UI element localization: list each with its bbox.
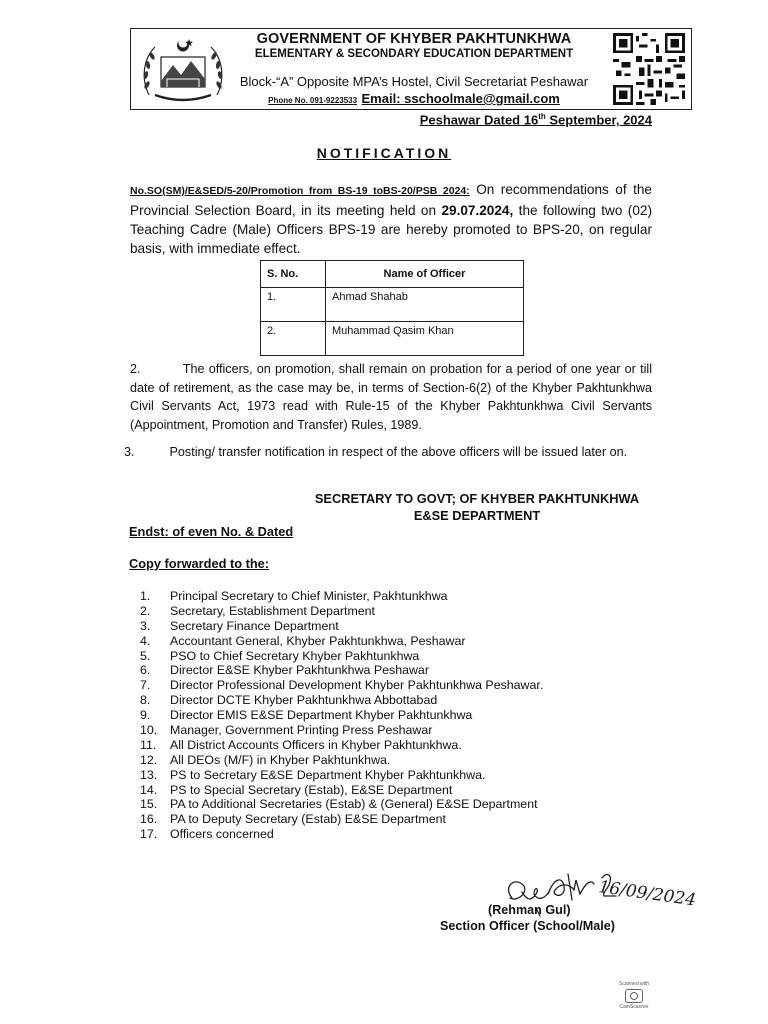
list-item: 8. Director DCTE Khyber Pakhtunkhwa Abbottabad: [140, 693, 438, 708]
endorsement-heading: Endst: of even No. & Dated: [129, 524, 294, 539]
reference-number: No.SO(SM)/E&SED/5-20/Promotion from BS-19 toBS-20/PSB 2024:: [130, 185, 470, 197]
list-item: 7. Director Professional Development Khyber Pakhtunkhwa Peshawar.: [140, 678, 544, 693]
list-item: 10. Manager, Government Printing Press Peshawar: [140, 723, 433, 738]
paragraph-1: No.SO(SM)/E&SED/5-20/Promotion from BS-19 toBS-20/PSB 2024: On recommendations of the Provincial Selection Board, in its meeting held on 29.07.2024, the following two (02) Teaching Cadre (Male) Officers BPS-19 are hereby promoted to BPS-20, on regular basis, with immediate effect.: [130, 182, 652, 256]
qr-code-icon: [613, 33, 685, 105]
copy-list: [140, 589, 620, 842]
table-row: [261, 288, 524, 322]
table-row: [261, 322, 524, 356]
office-address: Block-“A” Opposite MPA’s Hostel, Civil Secretariat Peshawar: [239, 74, 589, 89]
kp-government-crest-icon: [137, 35, 229, 105]
list-item: 14. PS to Special Secretary (Estab), E&SE Department: [140, 782, 453, 797]
list-item: 6. Director E&SE Khyber Pakhtunkhwa Peshawar: [140, 663, 429, 678]
paragraph-2: 2. The officers, on promotion, shall remain on probation for a period of one year or till date of retirement, as the case may be, in terms of Section-6(2) of the Khyber Pakhtunkhwa Civil Servants Act, 1973 read with Rule-15 of the Khyber Pakhtunkhwa Civil Servants (Appointment, Promotion and Transfer) Rules, 1989.: [130, 362, 652, 432]
secretary-line-2: E&SE DEPARTMENT: [413, 508, 541, 523]
svg-text:16/09/2024: 16/09/2024: [597, 877, 698, 911]
notification-title: NOTIFICATION: [316, 145, 452, 161]
list-item: 3. Secretary Finance Department: [140, 618, 339, 633]
list-item: 2. Secretary, Establishment Department: [140, 603, 375, 618]
list-item: 16. PA to Deputy Secretary (Estab) E&SE Department: [140, 812, 446, 827]
camscanner-badge: [617, 981, 651, 1015]
copy-forwarded-heading: Copy forwarded to the:: [129, 556, 270, 571]
secretary-block: [300, 490, 654, 524]
letterhead: [130, 28, 692, 110]
list-item: 13. PS to Secretary E&SE Department Khyber Pakhtunkhwa.: [140, 767, 486, 782]
department-name: ELEMENTARY & SECONDARY EDUCATION DEPARTMENT: [254, 48, 574, 60]
paragraph-3: 3. Posting/ transfer notification in respect of the above officers will be issued later on.: [124, 445, 628, 459]
letterhead-text: [229, 31, 599, 108]
issue-date: Peshawar Dated 16th September, 2024: [419, 112, 652, 128]
list-item: 5. PSO to Chief Secretary Khyber Pakhtunkhwa: [140, 648, 420, 663]
list-item: 4. Accountant General, Khyber Pakhtunkhwa, Peshawar: [140, 633, 466, 648]
email-address: Email: sschoolmale@gmail.com: [361, 91, 560, 106]
table-cell-sno: 1.: [261, 288, 326, 322]
signatory-title: Section Officer (School/Male): [440, 919, 615, 933]
table-cell-name: Ahmad Shahab: [326, 288, 524, 322]
government-name: GOVERNMENT OF KHYBER PAKHTUNKHWA: [256, 31, 572, 47]
camscanner-icon: [625, 989, 643, 1003]
officers-table: [260, 260, 524, 356]
camscanner-label: CamScanner: [619, 1004, 649, 1010]
list-item: 15. PA to Additional Secretaries (Estab) & (General) E&SE Department: [140, 797, 538, 812]
table-cell-name: Muhammad Qasim Khan: [326, 322, 524, 356]
table-header-name: Name of Officer: [326, 261, 524, 288]
table-header-sno: S. No.: [261, 261, 326, 288]
table-cell-sno: 2.: [261, 322, 326, 356]
table-header-row: [261, 261, 524, 288]
scanned-with-label: Scanned with: [618, 981, 650, 987]
signatory-name: (Rehman Gul): [488, 903, 571, 917]
secretary-line-1: SECRETARY TO GOVT; OF KHYBER PAKHTUNKHWA: [314, 491, 640, 506]
contact-line: [229, 90, 599, 108]
phone-number: Phone No. 091-9223533: [268, 96, 358, 105]
list-item: 11. All District Accounts Officers in Khyber Pakhtunkhwa.: [140, 737, 462, 752]
list-item: 17. Officers concerned: [140, 827, 274, 842]
list-item: 12. All DEOs (M/F) in Khyber Pakhtunkhwa.: [140, 752, 391, 767]
list-item: 1. Principal Secretary to Chief Minister, Pakhtunkhwa: [140, 589, 448, 603]
list-item: 9. Director EMIS E&SE Department Khyber Pakhtunkhwa: [140, 708, 473, 723]
